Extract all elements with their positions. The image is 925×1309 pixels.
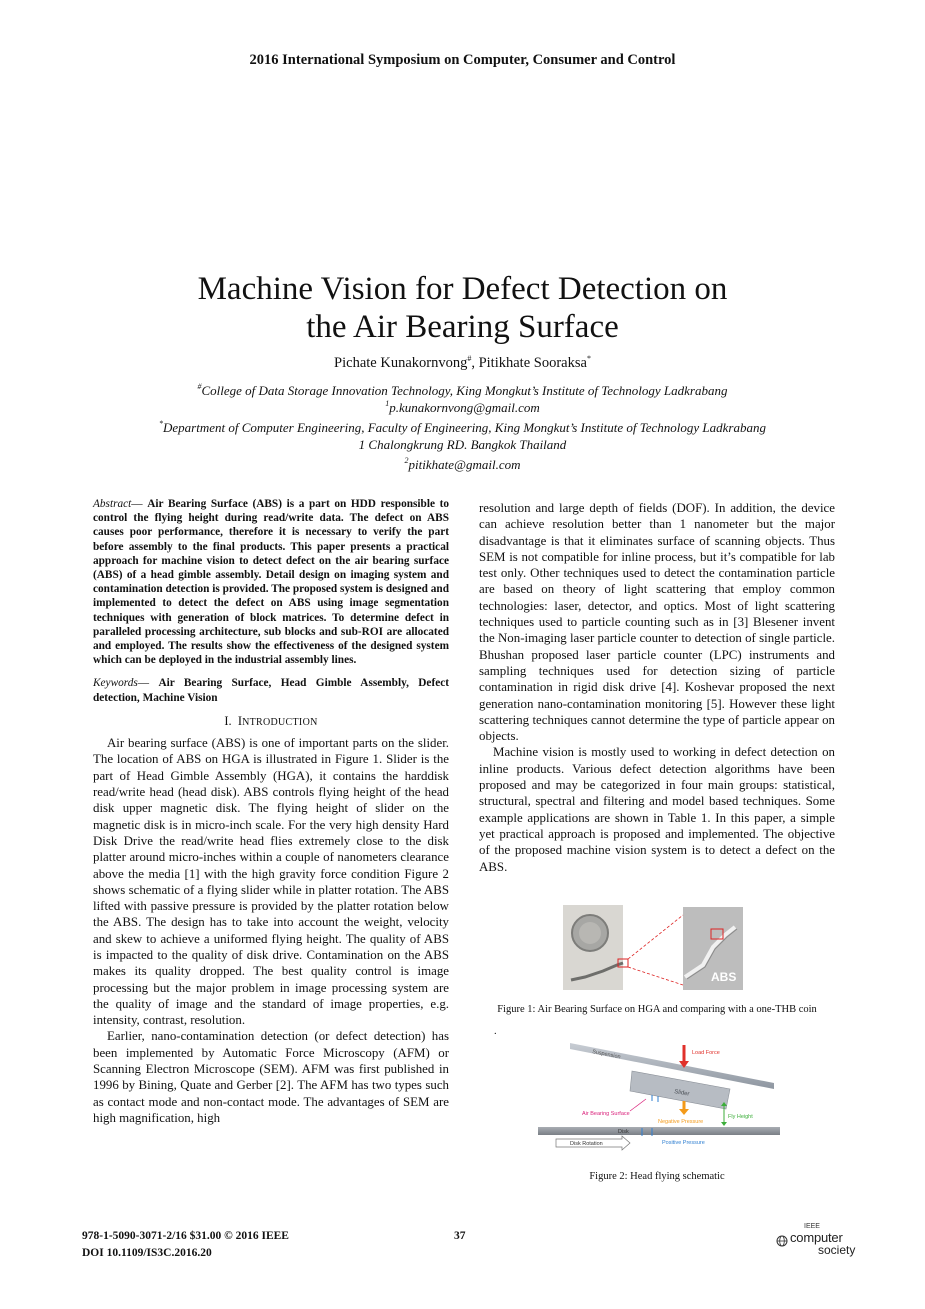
keywords [93,676,449,704]
abstract-dash: — [131,498,148,510]
intro-paragraph-2: Earlier, nano-contamination detection (or defect detection) has been implemented by Automatic Force Microscopy (AFM) or Scanning Electron Microscope (SEM). AFM was first published in 1996 by Bining, Quate and Gerber [2]. The AFM has two types such as contact mode and non-contact mode. The advantages of SEM are high magnification, high [93,1029,449,1125]
abstract [93,497,449,667]
fig2-abs-label: Air Bearing Surface [582,1111,630,1117]
right-paragraph-1: resolution and large depth of fields (DOF). In addition, the device can achieve resolution better than 1 nanometer but the major disadvantage is that it eliminates surface of scanning objects. Thus SEM is not compatible for inline process, but it’s compatible for lab test only. Other techniques used to detect the contamination particle are based on theory of light scattering that employ common technologies: laser, detector, and optics. Most of light scattering techniques used to particle counting such as in [3] Blesener invent the Non-imaging laser particle counter to detection of single particle. Bhushan proposed laser particle counter (LPC) instruments and sampling techniques used for detection sizing of particle contamination in rigid disk drive [4]. Koshevar proposed the next generation nano-contamination monitoring [5]. However these light scattering techniques cannot determine the type of particle appear on objects. [479,501,835,744]
email1-text: p.kunakornvong@gmail.com [389,400,540,415]
footer-doi: DOI 10.1109/IS3C.2016.20 [82,1247,212,1259]
email1-mark: 1 [385,399,390,408]
ieee-cs-logo [776,1223,862,1259]
keywords-dash: — [137,677,159,690]
aff2-text: Department of Computer Engineering, Faculty of Engineering, King Mongkut’s Institute of Technology Ladkrabang [163,420,766,435]
fig2-slider-label: Slider [673,1089,690,1098]
fig2-rotation-label: Disk Rotation [570,1141,603,1147]
fig2-fly-height-label: Fly Height [728,1114,753,1120]
fig2-positive-label: Positive Pressure [662,1140,705,1146]
author-separator: , [471,355,479,371]
intro-paragraph-1: Air bearing surface (ABS) is one of important parts on the slider. The location of ABS on HGA is illustrated in Figure 1. Slider is the part of Head Gimble Assembly (HGA), it contains the harddisk read/write head (head disk). ABS controls flying height of the head disk upper magnetic disk. The flying height of slider on the magnetic disk is in micro-inch scale. For the very high density Hard Disk Drive the read/write head flies extremely close to the disk platter around micro-inches within a couple of nanometers clearance above the media [1] with the high gravity force condition Figure 2 shows schematic of a flying slider while in platter rotation. The ABS lifted with passive pressure is provided by the platter rotation below the ABS. The design has to take into account the weight, velocity and skew to achieve a uniformed flying height. The quality of ABS is impacted to the quality of disk drive. Contamination on the ABS makes its quality dropped. The best quality control is image processing but the major problem in image processing system are the quality of image and the standard of image properties, e.g. intensity, contrast, resolution. [93,736,449,1028]
keywords-label: Keywords [93,677,138,690]
author-2-mark: * [586,354,591,363]
email-1 [0,399,925,416]
title-line-2: the Air Bearing Surface [306,309,619,345]
fig2-load-force-label: Load Force [692,1050,720,1056]
email-2 [0,456,925,473]
fig2-negative-label: Negative Pressure [658,1119,704,1125]
right-column [479,500,835,875]
aff1-mark: # [197,382,202,391]
section-first-letter: I [237,713,243,728]
figure-1-photo [563,905,743,990]
figure-2-caption: Figure 2: Head flying schematic [589,1171,725,1182]
fig2-disk-label: Disk [618,1129,629,1135]
affiliation-2-address: 1 Chalongkrung RD. Bangkok Thailand [358,437,567,452]
title-line-1: Machine Vision for Defect Detection on [197,271,728,307]
affiliation-2 [0,419,925,436]
abstract-label: Abstract [93,498,132,510]
author-2: Pitikhate Sooraksa [478,355,587,371]
paper-title [0,270,925,346]
abstract-text: Air Bearing Surface (ABS) is a part on HDD responsible to control the flying height during read/write data. The defect on ABS causes poor performance, therefore it is necessary to verify the part before assembly to the final products. This paper presents a practical approach for machine vision to detect defect on the air bearing surface (ABS) of a head gimble assembly. Detail design on imaging system and contamination detection is provided. The proposed system is designed and implemented to detect the defect on ABS using image segmentation techniques with generation of block matrices. To determine defect in paralleled processing architecture, sub blocks and sub-ROI are allocated and employed. The results show the effectiveness of the designed system which can be deployed in the industrial assembly lines. [93,498,450,667]
aff2-mark: * [159,419,163,428]
aff1-text: College of Data Storage Innovation Technology, King Mongkut’s Institute of Technology Ladkrabang [201,383,728,398]
email2-mark: 2 [404,456,409,465]
figure-2-schematic [534,1035,782,1160]
figure-2-illustration [534,1035,782,1160]
authors [0,355,925,372]
logo-ieee: IEEE [804,1223,820,1230]
affiliation-1 [0,382,925,399]
logo-society: society [818,1243,856,1257]
figure-1-caption: Figure 1: Air Bearing Surface on HGA and comparing with a one-THB coin [497,1004,817,1015]
email2-text: pitikhate@gmail.com [408,457,521,472]
author-1: Pichate Kunakornvong [334,355,468,371]
author-1-mark: # [467,354,472,363]
logo-computer: computer [790,1230,843,1245]
figure-1-dot: . [494,1026,497,1037]
left-column [93,497,449,1126]
section-number: I. [224,713,232,728]
section-rest: NTRODUCTION [242,716,318,728]
conference-header: 2016 International Symposium on Computer, Consumer and Control [249,52,676,68]
footer-isbn: 978-1-5090-3071-2/16 $31.00 © 2016 IEEE [82,1230,289,1242]
figure-1-abs-label: ABS [711,970,737,984]
globe-icon [776,1235,788,1247]
section-heading-introduction [93,713,449,731]
keywords-text: Air Bearing Surface, Head Gimble Assembly, Defect detection, Machine Vision [93,677,449,704]
page-number: 37 [454,1230,466,1242]
right-paragraph-2: Machine vision is mostly used to working in defect detection on inline products. Various defect detection algorithms have been proposed and may be categorized in four main groups: statistical, structural, spectral and filtering and model based techniques. Some example applications are shown in Table 1. In this paper, a simple yet practical approach is proposed and implemented. The objective of the proposed machine vision system is to detect a defect on the ABS. [479,745,835,874]
figure-1-illustration [563,905,743,990]
fig2-suspension-label: Suspension [591,1049,621,1061]
